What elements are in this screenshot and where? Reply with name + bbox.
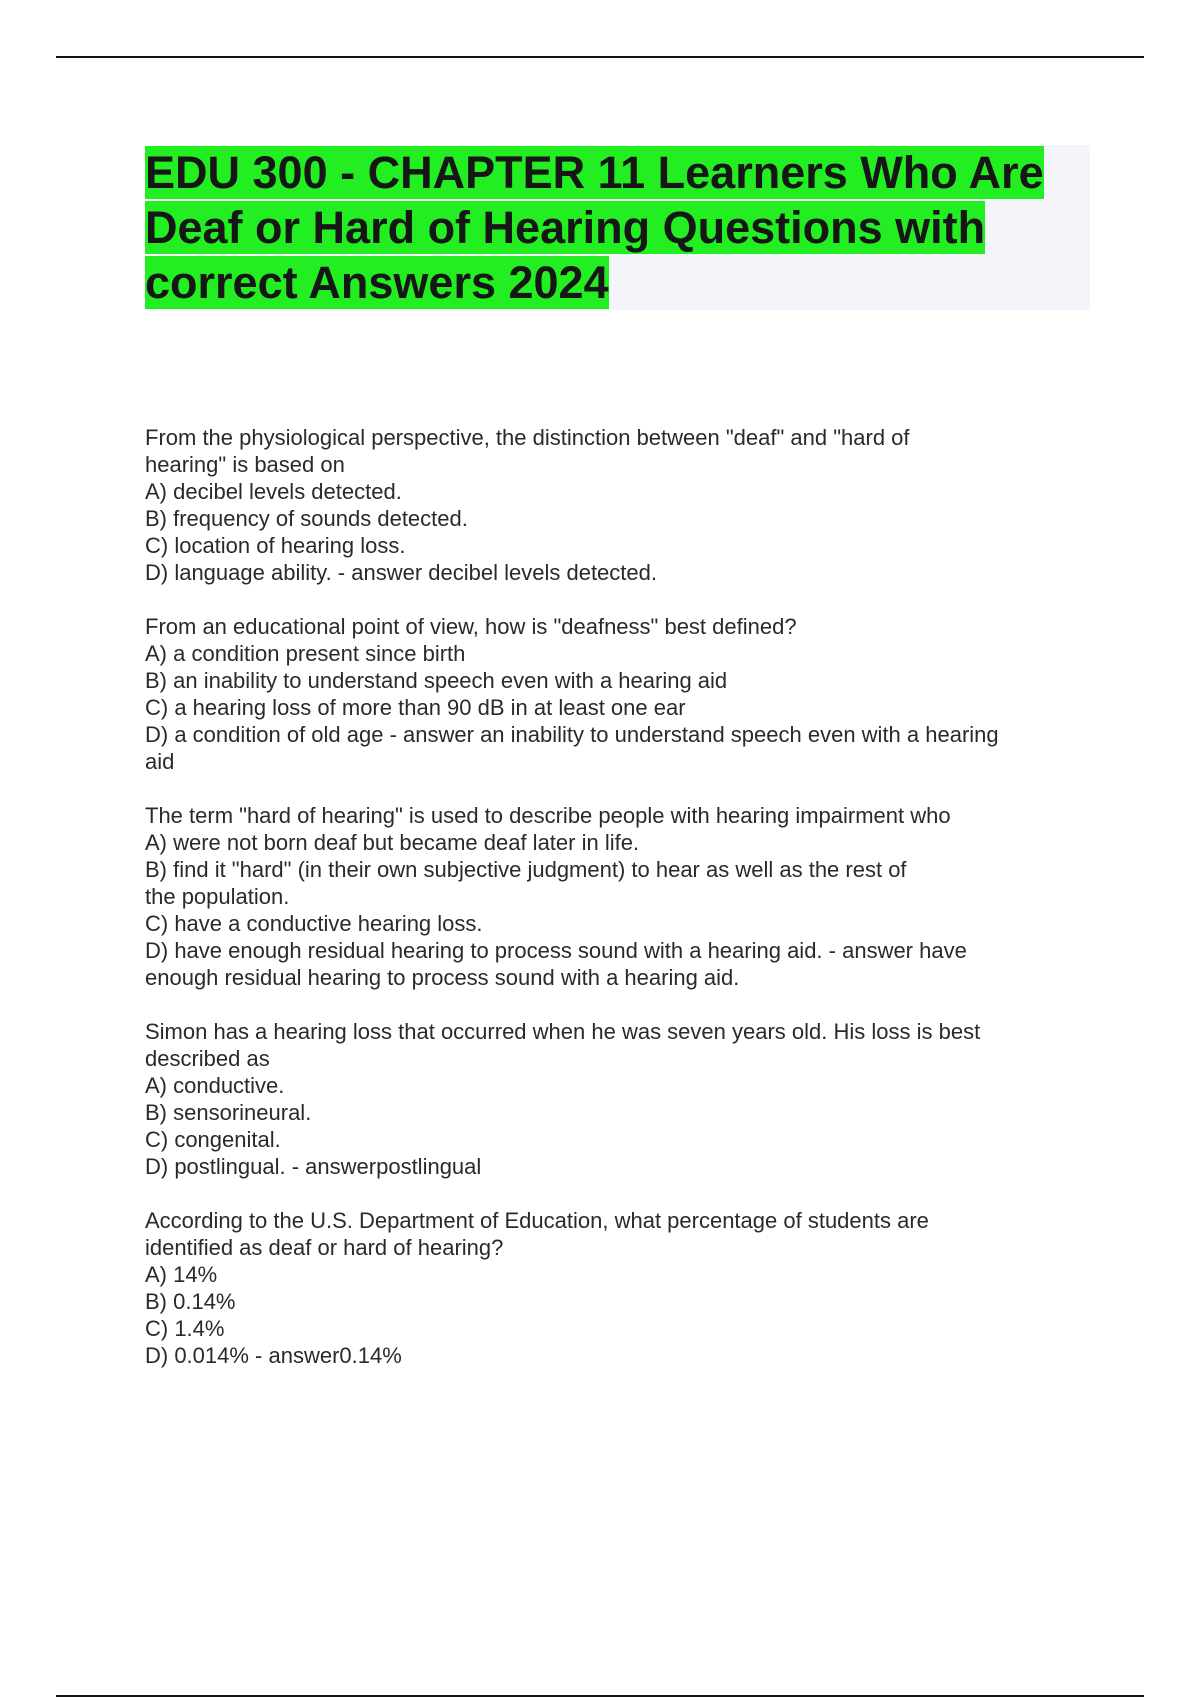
answer-option: aid <box>145 749 175 774</box>
title-block <box>145 145 1090 310</box>
answer-option: A) decibel levels detected. <box>145 479 402 504</box>
question-4 <box>145 1018 1095 1180</box>
question-5 <box>145 1207 1095 1369</box>
answer-option: D) have enough residual hearing to process sound with a hearing aid. - answer have <box>145 938 967 963</box>
question-stem: described as <box>145 1046 270 1071</box>
question-stem: From an educational point of view, how is "deafness" best defined? <box>145 614 797 639</box>
question-stem: Simon has a hearing loss that occurred when he was seven years old. His loss is best <box>145 1019 981 1044</box>
answer-option: B) 0.14% <box>145 1289 236 1314</box>
answer-option: D) postlingual. - answerpostlingual <box>145 1154 482 1179</box>
question-3 <box>145 802 1095 991</box>
question-2 <box>145 613 1095 775</box>
answer-option: C) have a conductive hearing loss. <box>145 911 483 936</box>
answer-option: C) a hearing loss of more than 90 dB in at least one ear <box>145 695 686 720</box>
answer-option: C) congenital. <box>145 1127 281 1152</box>
answer-option: enough residual hearing to process sound with a hearing aid. <box>145 965 740 990</box>
question-stem: identified as deaf or hard of hearing? <box>145 1235 504 1260</box>
bottom-rule <box>56 1695 1144 1697</box>
answer-option: C) 1.4% <box>145 1316 225 1341</box>
answer-option: A) were not born deaf but became deaf later in life. <box>145 830 640 855</box>
top-rule <box>56 56 1144 58</box>
document-title <box>145 145 1090 310</box>
answer-option: A) a condition present since birth <box>145 641 466 666</box>
question-stem: hearing" is based on <box>145 452 345 477</box>
answer-option: D) 0.014% - answer0.14% <box>145 1343 402 1368</box>
answer-option: B) find it "hard" (in their own subjective judgment) to hear as well as the rest of <box>145 857 907 882</box>
question-stem: From the physiological perspective, the distinction between "deaf" and "hard of <box>145 425 910 450</box>
answer-option: A) conductive. <box>145 1073 285 1098</box>
question-1 <box>145 424 1095 586</box>
answer-option: B) an inability to understand speech even with a hearing aid <box>145 668 728 693</box>
answer-option: the population. <box>145 884 290 909</box>
question-stem: According to the U.S. Department of Education, what percentage of students are <box>145 1208 929 1233</box>
question-list <box>145 424 1095 1396</box>
question-stem: The term "hard of hearing" is used to describe people with hearing impairment who <box>145 803 951 828</box>
answer-option: D) language ability. - answer decibel levels detected. <box>145 560 657 585</box>
answer-option: A) 14% <box>145 1262 218 1287</box>
answer-option: C) location of hearing loss. <box>145 533 406 558</box>
answer-option: D) a condition of old age - answer an inability to understand speech even with a hearing <box>145 722 999 747</box>
title-highlight: EDU 300 - CHAPTER 11 Learners Who Are Deaf or Hard of Hearing Questions with correct Answers 2024 <box>145 147 1044 308</box>
answer-option: B) frequency of sounds detected. <box>145 506 468 531</box>
answer-option: B) sensorineural. <box>145 1100 312 1125</box>
